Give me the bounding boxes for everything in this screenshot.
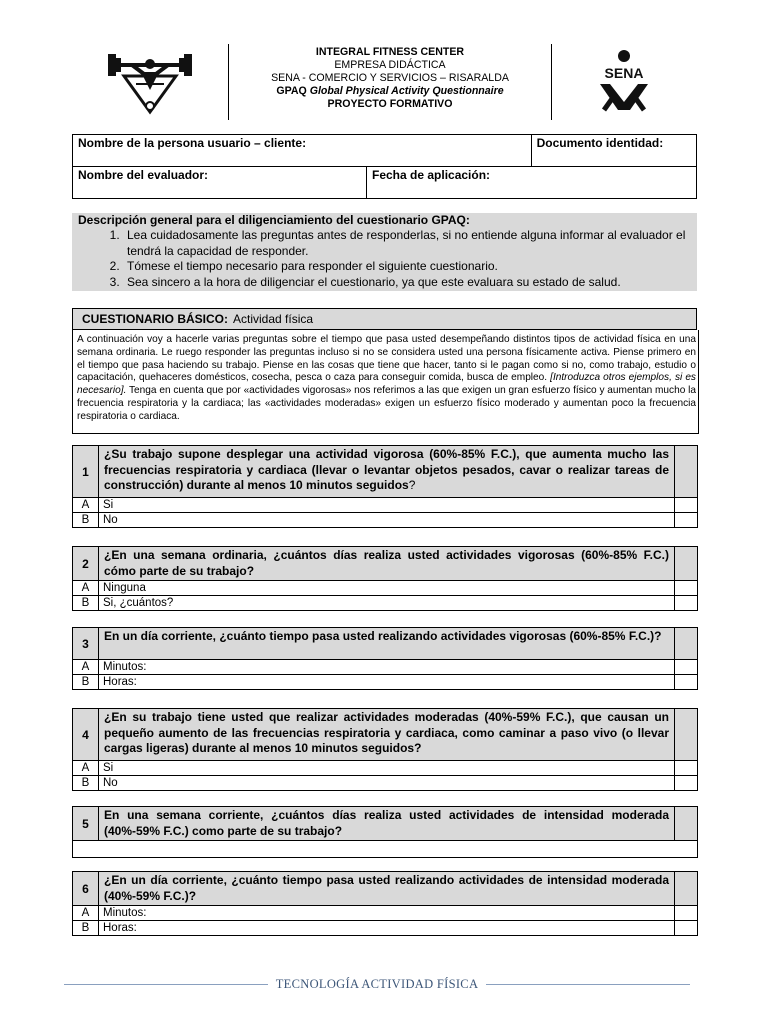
question-number: 4 (73, 709, 99, 761)
answer-option[interactable]: A Minutos: (73, 660, 698, 675)
footer-label: TECNOLOGÍA ACTIVIDAD FÍSICA (275, 976, 479, 991)
answer-option[interactable]: B Si, ¿cuántos? (73, 596, 698, 611)
instruction-item: 1. Lea cuidadosamente las preguntas antes de responderlas, si no entiende alguna informar al evaluador el tendrá la capacidad de responder. (123, 228, 697, 259)
answer-checkbox[interactable] (675, 581, 698, 596)
instructions-title: Descripción general para el diligenciamiento del cuestionario GPAQ: (78, 213, 470, 227)
question-text: ¿Su trabajo supone desplegar una actividad vigorosa (60%-85% F.C.), que aumenta mucho las frecuencias respiratoria y cardiaca (llevar o levantar objetos pesados, cavar o realizar tareas de construcción) durante al menos 10 minutos seguidos? (99, 446, 675, 498)
date-field[interactable]: Fecha de aplicación: (367, 167, 697, 199)
question-3 (72, 627, 698, 690)
project-title: PROYECTO FORMATIVO (327, 98, 453, 110)
answer-checkbox[interactable] (675, 513, 698, 528)
instructions-list (72, 228, 697, 290)
evaluator-field[interactable]: Nombre del evaluador: (73, 167, 367, 199)
identification-table (72, 134, 697, 199)
header-titles (229, 44, 551, 120)
footer-rule (64, 984, 268, 985)
question-2 (72, 546, 698, 611)
answer-input[interactable] (675, 660, 698, 675)
user-name-field[interactable]: Nombre de la persona usuario – cliente: (73, 135, 532, 167)
question-text: En un día corriente, ¿cuánto tiempo pasa usted realizando actividades vigorosas (60%-85% F.C.)? (99, 628, 675, 660)
document-header (72, 44, 696, 120)
question-text: ¿En su trabajo tiene usted que realizar actividades moderadas (40%-59% F.C.), que causan un pequeño aumento de las frecuencias respiratoria y cardiaca, como caminar a paso vivo (o llevar cargas ligeras) durante al menos 10 minutos seguidos? (99, 709, 675, 761)
question-number: 3 (73, 628, 99, 660)
basic-section-text: A continuación voy a hacerle varias preguntas sobre el tiempo que pasa usted desempeñando distintos tipos de actividad física en una semana ordinaria. Le ruego responder las preguntas incluso si no se considera usted una persona físicamente activa. Piense primero en el tiempo que pasa haciendo su trabajo. Piense en las cosas que tiene que hacer, tanto si le pagan como si no, como trabajo, estudio o capacitación, quehaceres domésticos, cosecha, pesca o caza para conseguir comida, busca de empleo. [Introduzca otros ejemplos, si es necesario]. Tenga en cuenta que por «actividades vigorosas» nos referimos a las que exigen un gran esfuerzo físico y aumentan mucho la frecuencia respiratoria y la cardiaca; las «actividades moderadas» exigen un esfuerzo físico moderado y aumentan poco la frecuencia respiratoria o cardiaca. (72, 330, 699, 434)
gpaq-title: GPAQ Global Physical Activity Questionnaire (276, 85, 504, 97)
answer-option[interactable]: A Ninguna (73, 581, 698, 596)
question-text: En una semana corriente, ¿cuántos días realiza usted actividades de intensidad moderada (40%-59% F.C.) como parte de su trabajo? (99, 807, 675, 841)
question-number: 6 (73, 872, 99, 906)
question-text: ¿En una semana ordinaria, ¿cuántos días realiza usted actividades vigorosas (60%-85% F.C.) cómo parte de su trabajo? (99, 547, 675, 581)
answer-checkbox[interactable] (675, 776, 698, 791)
svg-text:SENA: SENA (604, 65, 644, 81)
company-type: EMPRESA DIDÁCTICA (334, 59, 446, 71)
sena-logo (551, 44, 696, 120)
answer-option[interactable]: B Horas: (73, 921, 698, 936)
answer-checkbox[interactable] (675, 761, 698, 776)
question-6 (72, 871, 698, 936)
instruction-item: 3. Sea sincero a la hora de diligenciar el cuestionario, ya que este evaluara su estado de salud. (123, 275, 697, 290)
sena-logo-icon (552, 44, 696, 120)
question-1 (72, 445, 698, 528)
question-number: 1 (73, 446, 99, 498)
instruction-item: 2. Tómese el tiempo necesario para responder el siguiente cuestionario. (123, 259, 697, 274)
answer-option[interactable]: B No (73, 776, 698, 791)
answer-option[interactable]: B Horas: (73, 675, 698, 690)
question-4 (72, 708, 698, 791)
question-5 (72, 806, 698, 858)
answer-input[interactable] (73, 841, 698, 858)
question-text: ¿En un día corriente, ¿cuánto tiempo pasa usted realizando actividades de intensidad moderada (40%-59% F.C.)? (99, 872, 675, 906)
answer-option[interactable]: B No (73, 513, 698, 528)
basic-section-title: CUESTIONARIO BÁSICO: Actividad física (72, 308, 697, 330)
document-field[interactable]: Documento identidad: (531, 135, 696, 167)
answer-option[interactable]: A Minutos: (73, 906, 698, 921)
answer-input[interactable] (675, 906, 698, 921)
answer-checkbox[interactable] (675, 596, 698, 611)
answer-input[interactable] (675, 675, 698, 690)
weightlifter-icon (72, 44, 228, 120)
company-name: INTEGRAL FITNESS CENTER (315, 46, 465, 58)
fitness-center-logo (72, 44, 229, 120)
question-number: 5 (73, 807, 99, 841)
answer-option[interactable]: A Si (73, 761, 698, 776)
answer-checkbox[interactable] (675, 498, 698, 513)
answer-option[interactable]: A Si (73, 498, 698, 513)
answer-input[interactable] (675, 921, 698, 936)
page-footer (64, 975, 690, 993)
footer-rule (486, 984, 690, 985)
instructions-box (72, 213, 697, 291)
sena-region: SENA - COMERCIO Y SERVICIOS – RISARALDA (271, 72, 509, 84)
question-number: 2 (73, 547, 99, 581)
